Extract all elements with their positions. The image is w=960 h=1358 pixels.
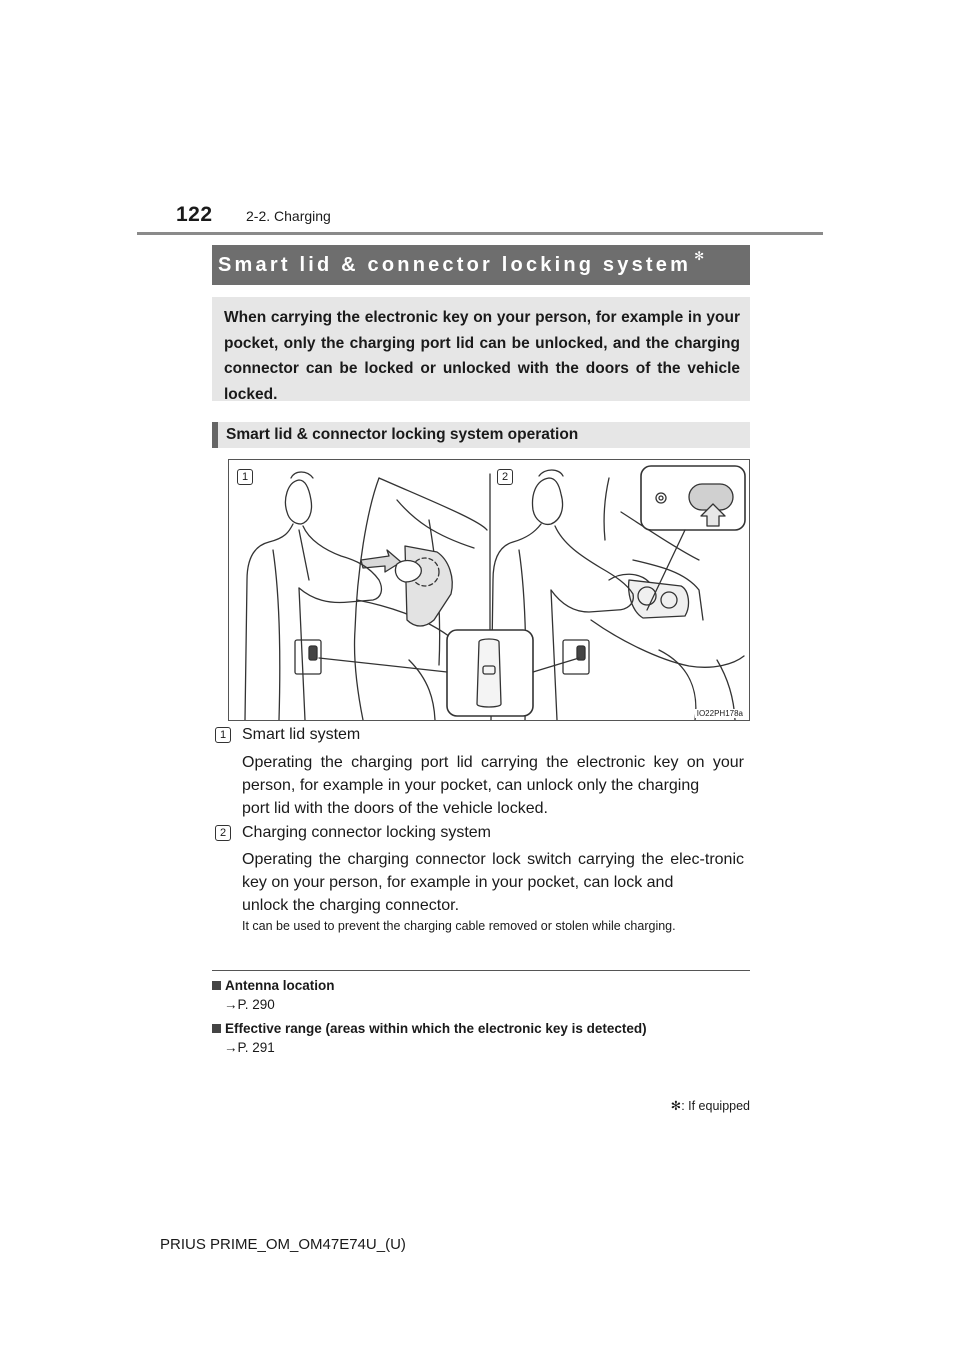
bullet-square-icon [212,1024,221,1033]
figure-callout-1: 1 [237,469,253,485]
effective-range-link[interactable]: →P. 291 [224,1040,275,1055]
antenna-location-link[interactable]: →P. 290 [224,997,275,1012]
item-2-note: It can be used to prevent the charging cable removed or stolen while charging. [242,919,676,933]
if-equipped-footnote: ✻: If equipped [670,1099,750,1113]
item-2-number: 2 [215,825,231,841]
section-title: Smart lid & connector locking system [218,253,692,276]
item-1-title: Smart lid system [242,726,361,743]
if-equipped-mark: ✻ [694,249,705,263]
item-2-title: Charging connector locking system [242,824,492,841]
intro-box: When carrying the electronic key on your person, for example in your pocket, only the charging port lid can be unlocked, and the charging connector can be locked or unlocked with the doors of the vehicle locked. [212,297,750,401]
antenna-location-heading: Antenna location [212,978,335,993]
item-1-body-last: port lid with the doors of the vehicle locked. [242,800,548,817]
item-1-number: 1 [215,727,231,743]
illustration-drawing [229,460,749,720]
header-rule [137,232,823,235]
figure-code: IO22PH178a [696,709,743,718]
bullet-square-icon [212,981,221,990]
section-title-bar [212,245,750,285]
page-number: 122 [176,203,213,226]
section-rule [212,970,750,971]
section-breadcrumb: 2-2. Charging [246,208,331,224]
item-1-body [242,751,744,820]
item-2-body [242,848,744,917]
item-1-body-text: Operating the charging port lid carrying the electronic key on your person, for example in your pocket, can unlock only the charging [242,754,744,794]
item-2-body-text: Operating the charging connector lock switch carrying the elec-tronic key on your person, for example in your pocket, can lock and [242,851,744,891]
illustration [228,459,750,721]
manual-id-footer: PRIUS PRIME_OM_OM47E74U_(U) [160,1236,406,1253]
effective-range-heading: Effective range (areas within which the electronic key is detected) [212,1021,647,1036]
figure-callout-2: 2 [497,469,513,485]
item-2-body-last: unlock the charging connector. [242,897,460,914]
subheading: Smart lid & connector locking system operation [212,422,750,448]
